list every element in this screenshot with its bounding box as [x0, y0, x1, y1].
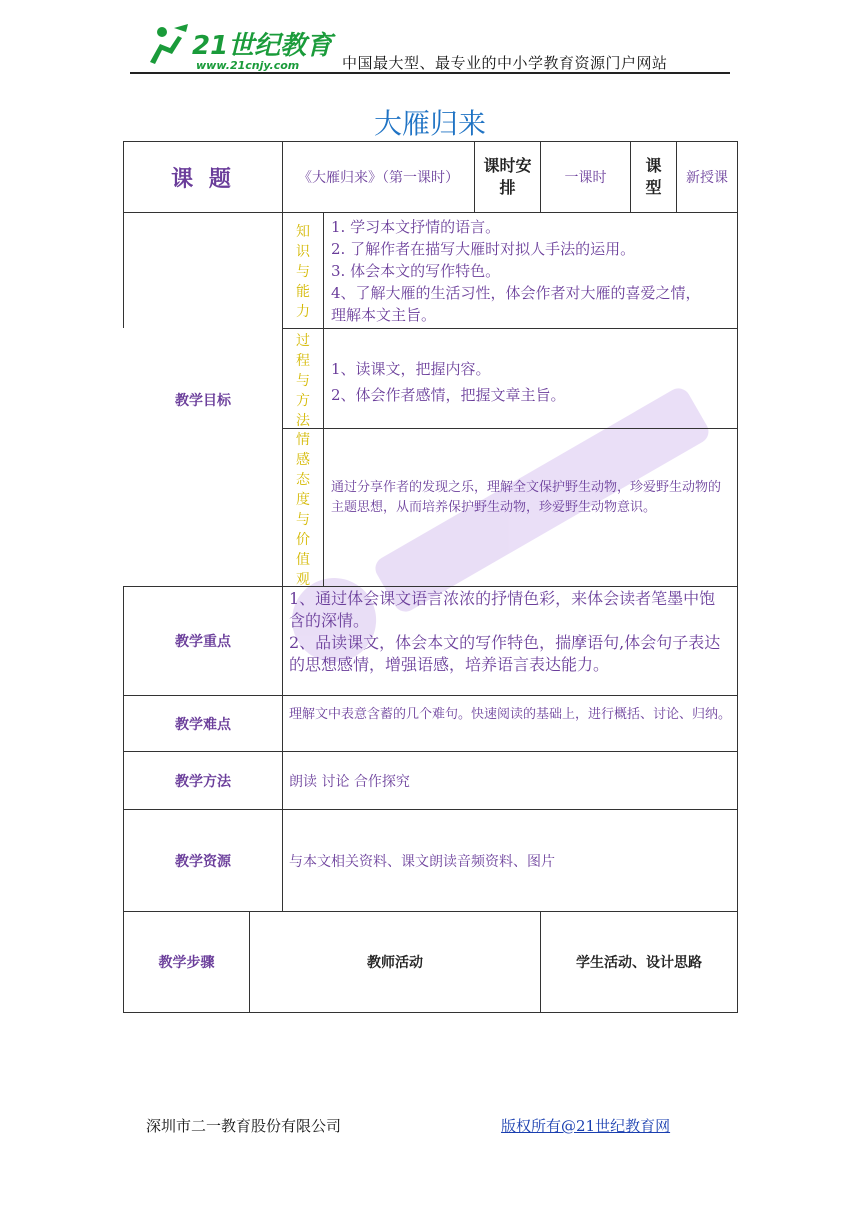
knowledge-list [331, 216, 733, 326]
difficulties-text: 理解文中表意含蓄的几个难句。快速阅读的基础上，进行概括、讨论、归纳。 [289, 707, 732, 722]
list-item: 2. 了解作者在描写大雁时对拟人手法的运用。 [331, 240, 636, 258]
type-label: 课型 [645, 156, 662, 197]
key-points-label: 教学重点 [175, 634, 231, 650]
header-rule [130, 72, 730, 74]
footer-company: 深圳市二一教育股份有限公司 [146, 1117, 342, 1135]
grid-line [737, 141, 738, 1012]
list-item: 2、体会作者感情，把握文章主旨。 [331, 386, 566, 404]
knowledge-label-text: 知识与能力 [296, 224, 310, 320]
list-item: 2、品读课文，体会本文的写作特色，揣摩语句,体会句子表达的思想感情，增强语感，培养语言表达能力。 [289, 633, 721, 674]
emotion-label-text: 情感态度与价值观 [296, 432, 310, 588]
process-list [331, 356, 733, 408]
resources-label: 教学资源 [175, 853, 231, 870]
methods-label: 教学方法 [175, 773, 231, 790]
grid-line [282, 428, 738, 429]
emotion-text: 通过分享作者的发现之乐，理解全文保护野生动物，珍爱野生动物的主题思想，从而培养保护野生动物，珍爱野生动物意识。 [331, 480, 722, 515]
type-value: 新授课 [686, 170, 728, 186]
methods-text: 朗读 讨论 合作探究 [289, 773, 410, 790]
list-item: 1、通过体会课文语言浓浓的抒情色彩，来体会读者笔墨中饱含的深情。 [289, 589, 716, 630]
process-label [283, 331, 323, 431]
difficulties-label: 教学难点 [175, 716, 231, 733]
topic-label: 课 题 [171, 166, 235, 192]
header-slogan: 中国最大型、最专业的中小学教育资源门户网站 [342, 54, 668, 72]
list-item: 4、了解大雁的生活习性，体会作者对大雁的喜爱之情， [331, 284, 701, 302]
document-title: 大雁归来 [373, 107, 486, 140]
list-item: 理解本文主旨。 [331, 306, 437, 324]
process-label-text: 过程与方法 [296, 333, 310, 429]
steps-header: 教学步骤 [158, 955, 215, 971]
site-logo[interactable] [140, 22, 340, 72]
svg-text:21世纪教育: 21世纪教育 [192, 31, 333, 61]
svg-text:www.21cnjy.com: www.21cnjy.com [196, 59, 300, 72]
schedule-label: 课时安排 [483, 156, 532, 197]
grid-line [123, 212, 738, 213]
list-item: 3. 体会本文的写作特色。 [331, 262, 501, 280]
grid-line [123, 1012, 738, 1013]
grid-line [282, 328, 738, 329]
list-item: 1. 学习本文抒情的语言。 [331, 218, 501, 236]
topic-value: 《大雁归来》（第一课时） [298, 170, 459, 186]
grid-line [323, 212, 324, 586]
objectives-label: 教学目标 [175, 393, 231, 409]
schedule-value: 一课时 [564, 170, 607, 186]
key-points-list [289, 588, 731, 676]
student-activity-header: 学生活动、设计思路 [576, 955, 702, 971]
teacher-activity-header: 教师活动 [367, 955, 423, 971]
knowledge-label [283, 222, 323, 322]
emotion-label [283, 430, 323, 590]
list-item: 1、读课文，把握内容。 [331, 360, 491, 378]
footer-copyright-link[interactable]: 版权所有@21世纪教育网 [501, 1117, 671, 1135]
resources-text: 与本文相关资料、课文朗读音频资料、图片 [289, 853, 555, 870]
